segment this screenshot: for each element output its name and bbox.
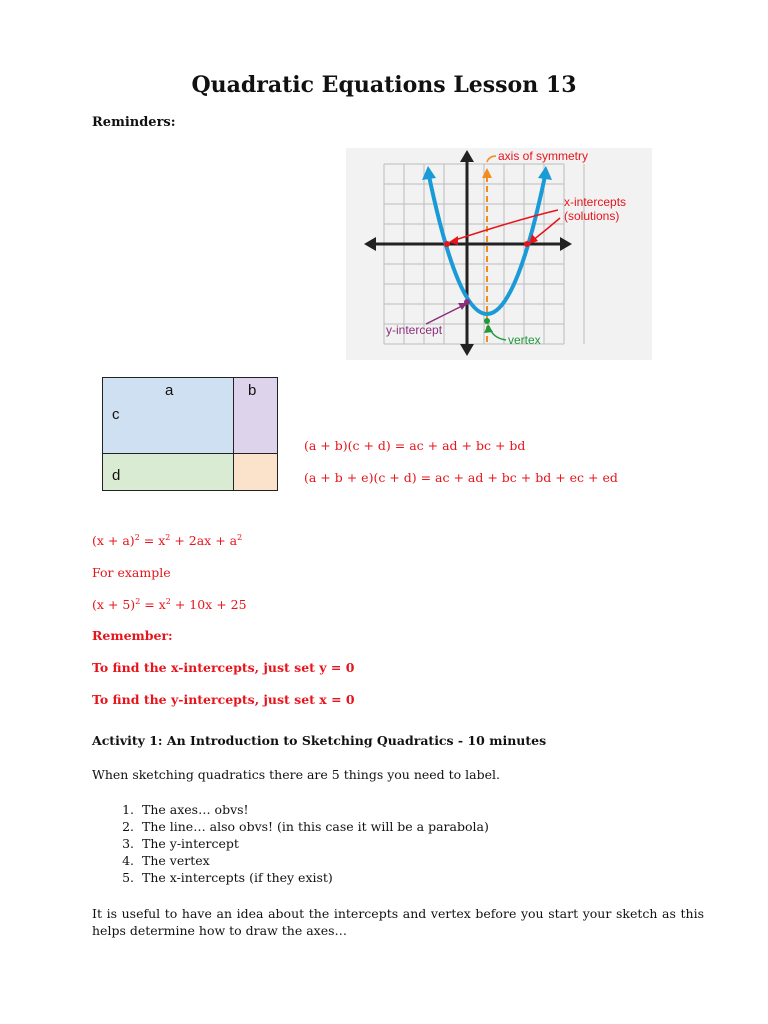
example-lhs-exp: 2 [135,596,141,606]
area-ad [102,453,234,491]
label-b: b [248,382,257,399]
example-x-exp: 2 [165,596,171,606]
closing-text: It is useful to have an idea about the intercepts and vertex before you start your sketch as this helps determine how to draw the axes… [92,906,704,938]
list-item: 2. The line… also obvs! (in this case it will be a parabola) [138,818,712,835]
x-intercepts-solutions-label: (solutions) [564,209,620,223]
example-rest: + 10x + 25 [170,597,247,612]
list-item: 1. The axes… obvs! [138,801,712,818]
list-item: 5. The x-intercepts (if they exist) [138,869,712,886]
example-equation [92,597,247,612]
square-rule-middle: + 2ax + a [170,533,238,548]
list-item: 3. The y-intercept [138,835,712,852]
y-intercept-label: y-intercept [386,323,443,337]
area-bd [233,453,278,491]
square-rule-lhs: (x + a) [92,533,135,548]
label-c: c [112,406,120,423]
things-to-label-list [92,801,712,886]
activity-heading: Activity 1: An Introduction to Sketching Quadratics - 10 minutes [92,733,547,748]
label-a: a [165,382,174,399]
x-intercepts-rule: To find the x-intercepts, just set y = 0 [92,660,355,675]
intro-text: When sketching quadratics there are 5 things you need to label. [92,767,500,782]
x-intercept-right-point [524,241,530,247]
label-d: d [112,467,121,484]
square-rule-x-exp: 2 [165,532,171,542]
square-rule-a-exp: 2 [237,532,243,542]
x-intercept-left-point [444,241,450,247]
x-intercepts-label: x-intercepts [564,195,627,209]
for-example-label: For example [92,565,171,580]
square-rule-lhs-exp: 2 [134,532,140,542]
expansion-line-1: (a + b)(c + d) = ac + ad + bc + bd [304,438,526,453]
area-diagram [102,377,278,491]
y-intercepts-rule: To find the y-intercepts, just set x = 0 [92,692,355,707]
reminders-heading: Reminders: [92,115,176,130]
example-lhs: (x + 5) [92,597,136,612]
list-item: 4. The vertex [138,852,712,869]
axis-of-symmetry-label: axis of symmetry [498,149,589,163]
vertex-point [484,318,490,324]
page-title: Quadratic Equations Lesson 13 [191,72,577,98]
example-eq: = x [140,597,166,612]
closing-paragraph [92,905,704,939]
square-rule [92,533,242,548]
remember-heading: Remember: [92,628,173,643]
square-rule-eq: = x [139,533,166,548]
vertex-label: vertex [508,333,541,347]
parabola-diagram [346,148,652,360]
expansion-line-2: (a + b + e)(c + d) = ac + ad + bc + bd + ec + ed [304,470,618,485]
